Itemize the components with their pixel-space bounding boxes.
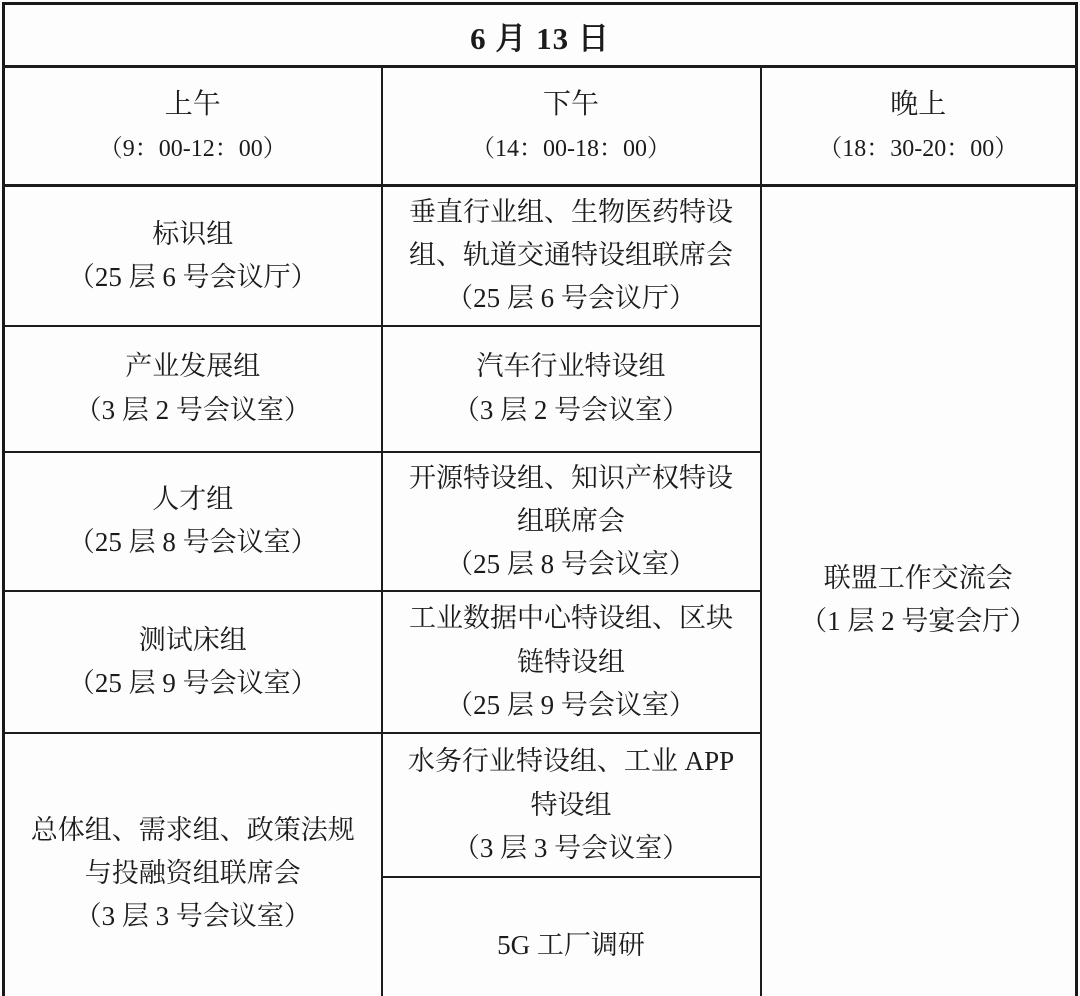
session-cell-morning-3: [4, 452, 382, 592]
session-location: （3 层 2 号会议室）: [452, 394, 690, 425]
session-title: 联盟工作交流会: [823, 562, 1013, 593]
column-header-row: [4, 67, 1077, 186]
session-title: 汽车行业特设组: [476, 351, 666, 382]
schedule-table: [2, 2, 1078, 996]
schedule-row-1: [4, 186, 1077, 326]
afternoon-time-range: （14：00-18：00）: [471, 136, 671, 163]
session-cell-afternoon-3: [382, 452, 761, 592]
session-cell-afternoon-1: [382, 186, 761, 326]
date-title: 6 月 13 日: [470, 20, 610, 56]
session-location: （3 层 3 号会议室）: [74, 901, 311, 932]
session-title: 产业发展组: [125, 351, 261, 382]
session-title: 5G 工厂调研: [497, 930, 645, 961]
session-location: （25 层 8 号会议室）: [67, 527, 318, 558]
session-location: （25 层 6 号会议厅）: [67, 261, 318, 292]
date-header-row: [4, 4, 1077, 67]
session-location: （25 层 9 号会议室）: [446, 689, 696, 720]
session-title: 水务行业特设组、工业 APP 特设组: [407, 746, 735, 820]
morning-label: 上午: [164, 88, 221, 120]
column-header-morning: [4, 67, 382, 186]
column-header-evening: [761, 67, 1077, 186]
session-cell-afternoon-5: [382, 733, 761, 877]
evening-label: 晚上: [890, 88, 947, 120]
session-title: 人才组: [152, 484, 234, 515]
session-cell-afternoon-6: [382, 877, 761, 996]
session-location: （3 层 3 号会议室）: [452, 832, 690, 863]
session-location: （25 层 8 号会议室）: [446, 548, 696, 579]
session-cell-evening: [761, 186, 1077, 996]
session-location: （1 层 2 号宴会厅）: [800, 606, 1037, 637]
session-location: （25 层 9 号会议室）: [67, 668, 318, 699]
session-cell-morning-5: [4, 733, 382, 996]
session-location: （25 层 6 号会议厅）: [446, 283, 696, 314]
date-header-cell: [4, 4, 1077, 67]
morning-time-range: （9：00-12：00）: [98, 136, 287, 163]
session-cell-morning-2: [4, 326, 382, 452]
session-cell-afternoon-4: [382, 591, 761, 733]
session-title: 工业数据中心特设组、区块链特设组: [409, 603, 733, 677]
session-location: （3 层 2 号会议室）: [74, 394, 311, 425]
evening-time-range: （18：30-20：00）: [818, 136, 1019, 163]
session-title: 总体组、需求组、政策法规与投融资组联席会: [30, 814, 355, 889]
session-cell-morning-4: [4, 591, 382, 733]
column-header-afternoon: [382, 67, 761, 186]
session-title: 垂直行业组、生物医药特设组、轨道交通特设组联席会: [409, 197, 733, 271]
session-title: 标识组: [152, 218, 234, 249]
afternoon-label: 下午: [542, 88, 599, 120]
session-title: 开源特设组、知识产权特设组联席会: [409, 462, 733, 536]
session-cell-morning-1: [4, 186, 382, 326]
session-title: 测试床组: [138, 624, 247, 655]
session-cell-afternoon-2: [382, 326, 761, 452]
